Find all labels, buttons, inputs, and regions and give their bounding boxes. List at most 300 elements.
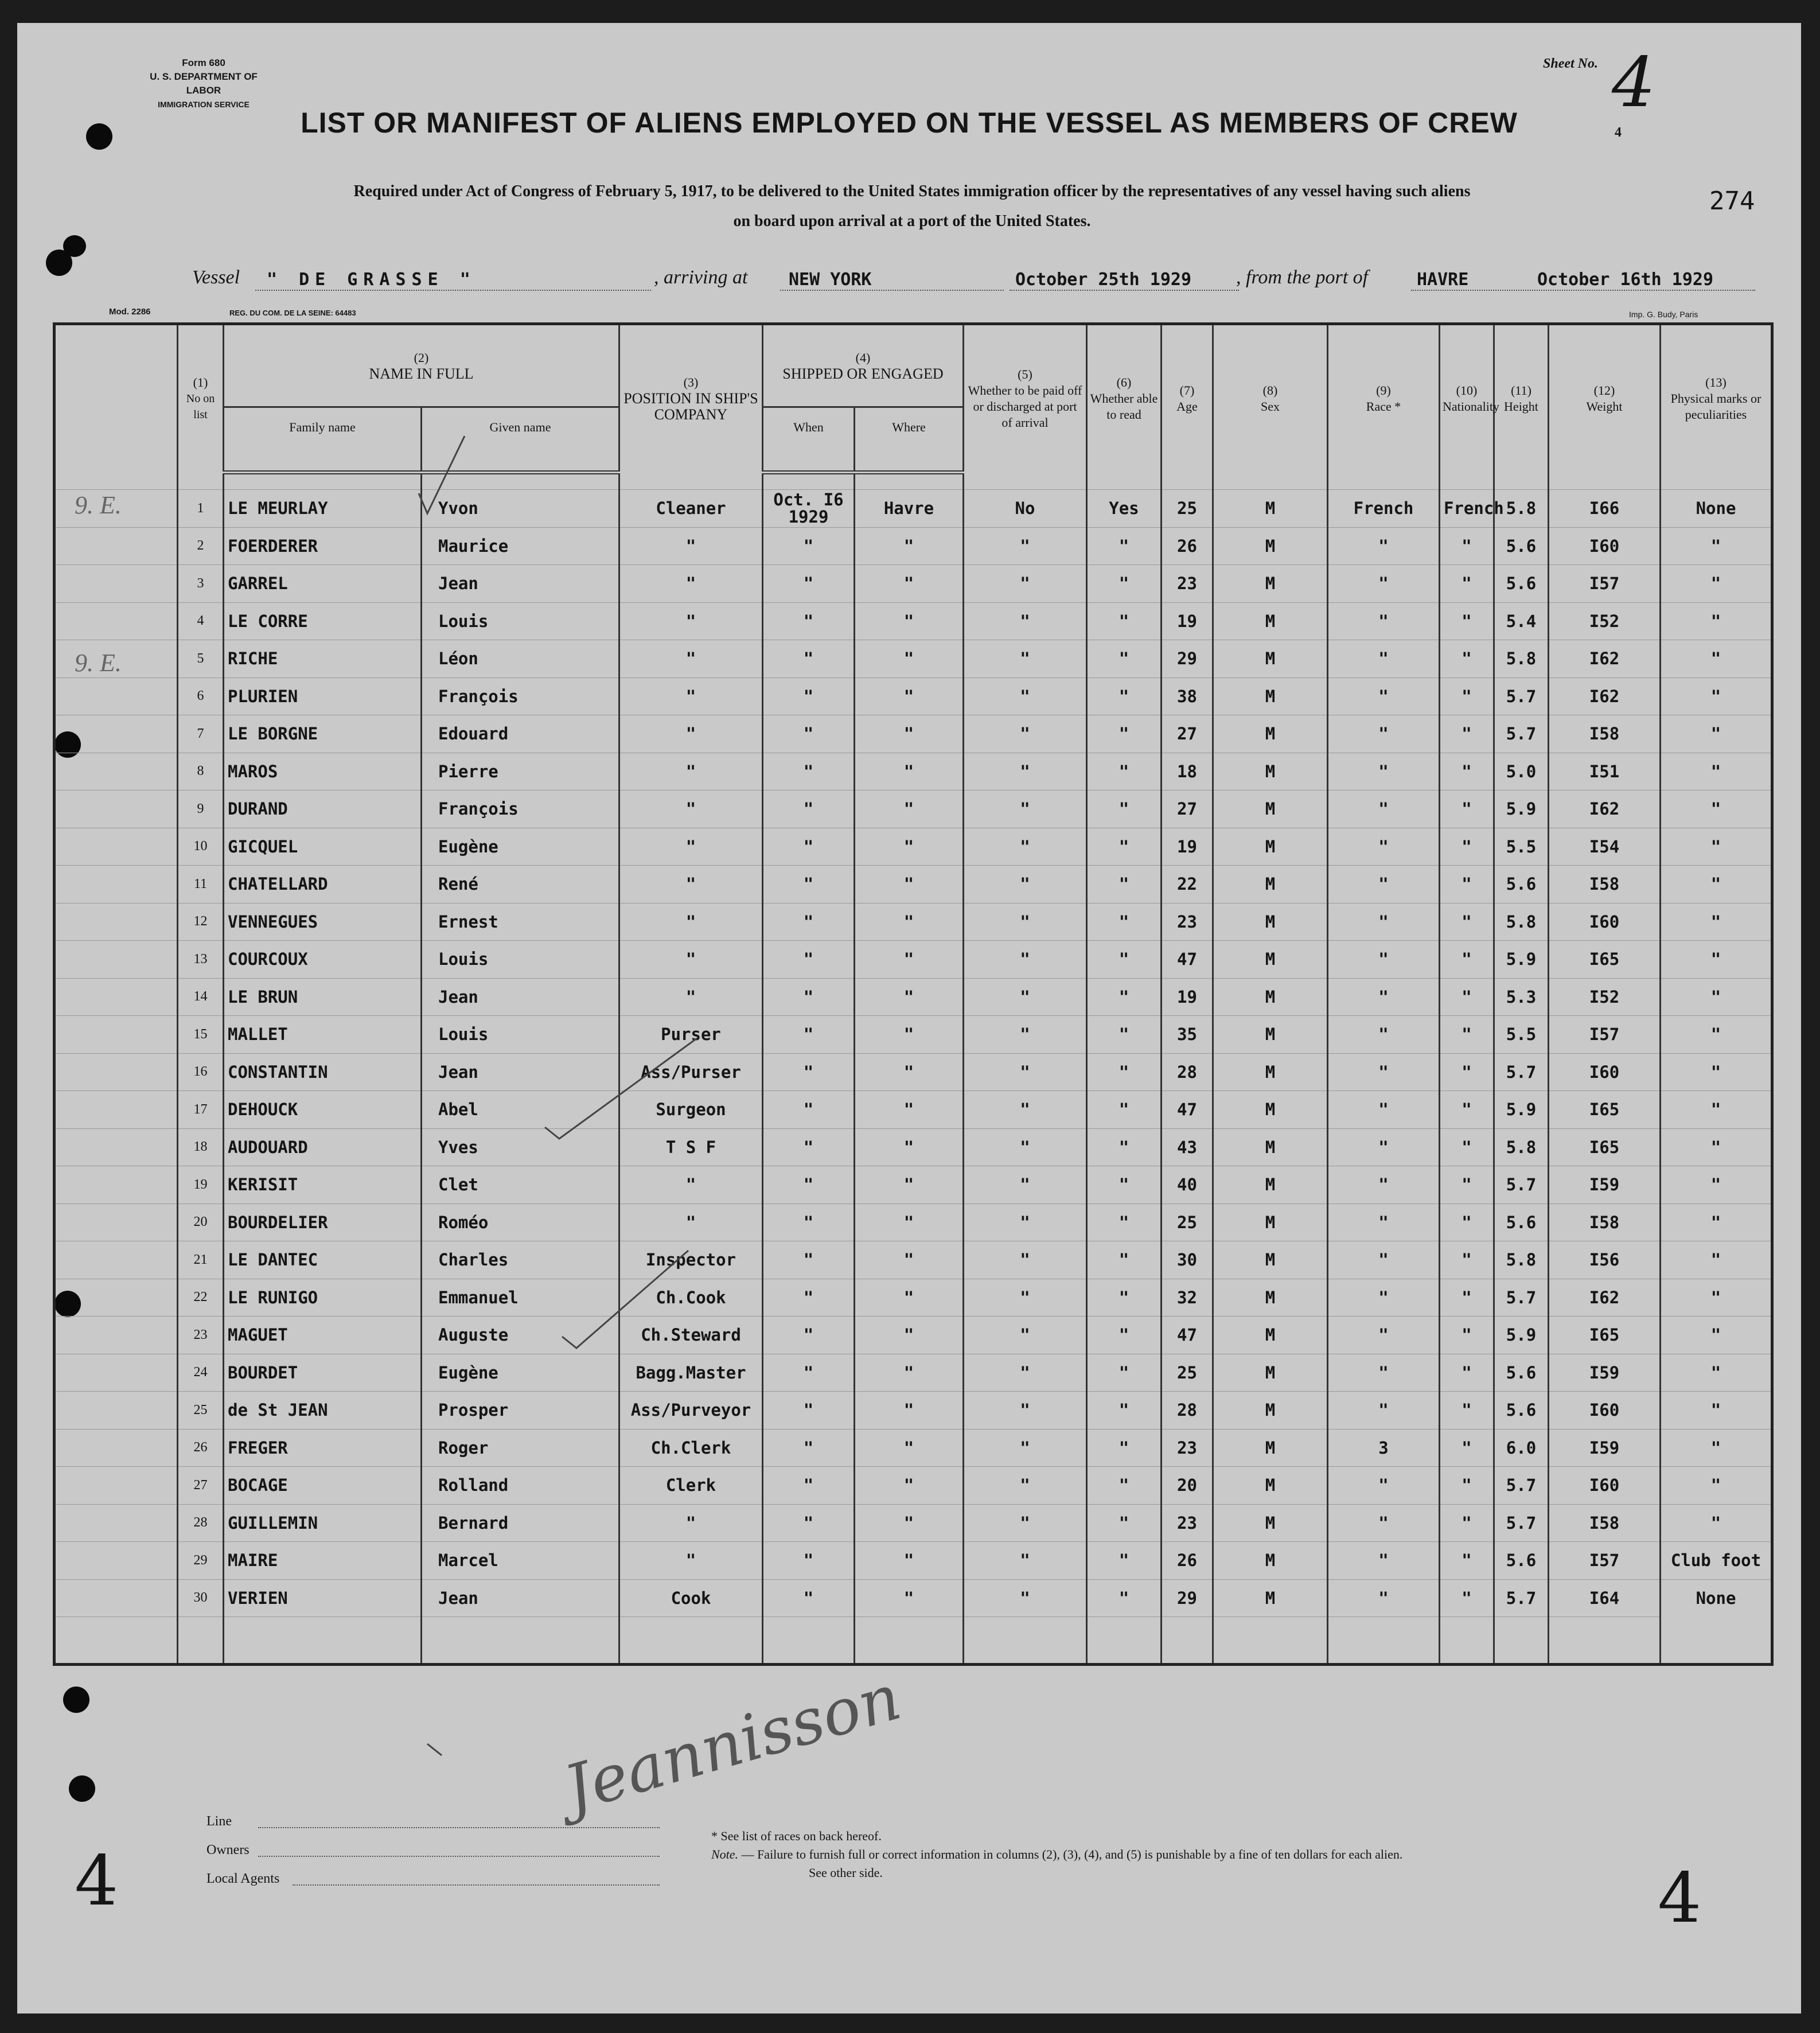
crew-height-cell: 5.6 <box>1494 1204 1549 1241</box>
crew-given-cell: Jean <box>422 1053 619 1091</box>
crew-race-cell: " <box>1328 1091 1440 1129</box>
crew-marks-cell: " <box>1661 1166 1772 1204</box>
crew-weight-cell: I59 <box>1549 1166 1661 1204</box>
col-read-header: (6) Whether able to read <box>1087 324 1162 473</box>
crew-where-cell: " <box>855 1053 964 1091</box>
margin-note: 9. E. <box>75 649 122 677</box>
crew-nat-cell: " <box>1440 753 1494 790</box>
owners-fill <box>258 1856 660 1857</box>
crew-when-cell: " <box>763 1204 855 1241</box>
crew-when-cell: " <box>763 640 855 678</box>
crew-where-cell: " <box>855 1204 964 1241</box>
col-family-name-header: Family name <box>224 407 422 447</box>
crew-family-cell: CHATELLARD <box>224 866 422 903</box>
crew-weight-cell: I54 <box>1549 828 1661 866</box>
crew-position-cell: Bagg.Master <box>619 1354 763 1392</box>
crew-family-cell: GICQUEL <box>224 828 422 866</box>
crew-position-cell: " <box>619 715 763 753</box>
crew-paid-cell: " <box>964 1279 1087 1317</box>
crew-read-cell: " <box>1087 1579 1162 1617</box>
crew-where-cell: " <box>855 828 964 866</box>
crew-position-cell: Ass/Purveyor <box>619 1392 763 1430</box>
crew-position-cell: " <box>619 941 763 979</box>
crew-paid-cell: " <box>964 903 1087 941</box>
crew-no-cell: 16 <box>178 1053 224 1091</box>
crew-where-cell: " <box>855 1091 964 1129</box>
crew-race-cell: " <box>1328 1354 1440 1392</box>
crew-given-cell: Bernard <box>422 1504 619 1542</box>
crew-race-cell: " <box>1328 1279 1440 1317</box>
crew-nat-cell: " <box>1440 828 1494 866</box>
crew-race-cell: " <box>1328 941 1440 979</box>
crew-no-cell: 29 <box>178 1542 224 1580</box>
crew-height-cell: 6.0 <box>1494 1429 1549 1467</box>
crew-marks-cell: " <box>1661 1317 1772 1354</box>
crew-age-cell: 28 <box>1162 1392 1213 1430</box>
crew-race-cell: " <box>1328 828 1440 866</box>
crew-race-cell: " <box>1328 1579 1440 1617</box>
crew-given-cell: Emmanuel <box>422 1279 619 1317</box>
crew-marks-cell: " <box>1661 1392 1772 1430</box>
crew-height-cell: 5.4 <box>1494 602 1549 640</box>
crew-age-cell: 47 <box>1162 941 1213 979</box>
crew-given-cell: François <box>422 790 619 828</box>
crew-sex-cell: M <box>1213 640 1328 678</box>
crew-nat-cell: " <box>1440 1429 1494 1467</box>
crew-race-cell: " <box>1328 640 1440 678</box>
crew-paid-cell: No <box>964 490 1087 528</box>
col-marks-header: (13) Physical marks or peculiarities <box>1661 324 1772 473</box>
crew-height-cell: 5.9 <box>1494 790 1549 828</box>
crew-paid-cell: " <box>964 1128 1087 1166</box>
crew-given-cell: Charles <box>422 1241 619 1279</box>
crew-where-cell: " <box>855 602 964 640</box>
crew-paid-cell: " <box>964 565 1087 603</box>
page-number: 274 <box>1709 186 1755 216</box>
crew-where-cell: " <box>855 1579 964 1617</box>
crew-no-cell: 26 <box>178 1429 224 1467</box>
crew-race-cell: " <box>1328 1053 1440 1091</box>
crew-height-cell: 5.6 <box>1494 1392 1549 1430</box>
crew-height-cell: 5.7 <box>1494 677 1549 715</box>
crew-marks-cell: " <box>1661 1091 1772 1129</box>
departure-date: October 16th 1929 <box>1537 270 1714 290</box>
crew-position-cell: " <box>619 1542 763 1580</box>
crew-nat-cell: " <box>1440 1354 1494 1392</box>
crew-when-cell: " <box>763 1016 855 1054</box>
col-name-header: (2) NAME IN FULL <box>224 324 619 407</box>
crew-family-cell: GUILLEMIN <box>224 1504 422 1542</box>
crew-paid-cell: " <box>964 1241 1087 1279</box>
crew-when-cell: " <box>763 1392 855 1430</box>
crew-family-cell: BOCAGE <box>224 1467 422 1505</box>
crew-age-cell: 40 <box>1162 1166 1213 1204</box>
crew-height-cell: 5.9 <box>1494 1091 1549 1129</box>
crew-paid-cell: " <box>964 715 1087 753</box>
crew-when-cell: " <box>763 941 855 979</box>
crew-marks-cell: " <box>1661 866 1772 903</box>
crew-no-cell: 23 <box>178 1317 224 1354</box>
crew-no-cell: 18 <box>178 1128 224 1166</box>
crew-race-cell: " <box>1328 1504 1440 1542</box>
crew-given-cell: Louis <box>422 602 619 640</box>
crew-where-cell: " <box>855 1392 964 1430</box>
crew-marks-cell: " <box>1661 640 1772 678</box>
service: IMMIGRATION SERVICE <box>158 100 250 109</box>
crew-nat-cell: " <box>1440 1467 1494 1505</box>
crew-sex-cell: M <box>1213 1542 1328 1580</box>
crew-race-cell: French <box>1328 490 1440 528</box>
crew-paid-cell: " <box>964 866 1087 903</box>
sheet-number-label: Sheet No. <box>1543 56 1598 71</box>
crew-height-cell: 5.7 <box>1494 715 1549 753</box>
crew-race-cell: " <box>1328 1467 1440 1505</box>
crew-read-cell: " <box>1087 790 1162 828</box>
margin-note: 9. E. <box>75 491 122 519</box>
crew-age-cell: 25 <box>1162 1204 1213 1241</box>
crew-nat-cell: " <box>1440 1241 1494 1279</box>
note-label: Note. <box>711 1847 739 1861</box>
crew-when-cell: " <box>763 828 855 866</box>
crew-weight-cell: I62 <box>1549 790 1661 828</box>
arrival-date: October 25th 1929 <box>1015 270 1192 290</box>
crew-age-cell: 22 <box>1162 866 1213 903</box>
crew-nat-cell: " <box>1440 640 1494 678</box>
crew-sex-cell: M <box>1213 715 1328 753</box>
note-text: — Failure to furnish full or correct information in columns (2), (3), (4), and (5) is punishable by a fine of ten dollars for each alien. <box>741 1847 1403 1861</box>
crew-paid-cell: " <box>964 640 1087 678</box>
crew-position-cell: " <box>619 640 763 678</box>
crew-height-cell: 5.7 <box>1494 1053 1549 1091</box>
crew-paid-cell: " <box>964 1204 1087 1241</box>
crew-age-cell: 38 <box>1162 677 1213 715</box>
crew-height-cell: 5.3 <box>1494 978 1549 1016</box>
crew-read-cell: " <box>1087 978 1162 1016</box>
crew-no-cell: 8 <box>178 753 224 790</box>
crew-weight-cell: I58 <box>1549 866 1661 903</box>
crew-given-cell: Maurice <box>422 527 619 565</box>
crew-family-cell: LE CORRE <box>224 602 422 640</box>
owners-label: Owners <box>206 1843 250 1857</box>
crew-family-cell: MALLET <box>224 1016 422 1054</box>
crew-read-cell: " <box>1087 1279 1162 1317</box>
crew-paid-cell: " <box>964 1166 1087 1204</box>
crew-given-cell: Prosper <box>422 1392 619 1430</box>
crew-read-cell: " <box>1087 715 1162 753</box>
race-footnote: * See list of races on back hereof. <box>711 1829 882 1843</box>
crew-no-cell: 11 <box>178 866 224 903</box>
crew-age-cell: 29 <box>1162 640 1213 678</box>
crew-nat-cell: " <box>1440 602 1494 640</box>
crew-given-cell: Ernest <box>422 903 619 941</box>
crew-weight-cell: I57 <box>1549 1542 1661 1580</box>
crew-marks-cell: " <box>1661 565 1772 603</box>
col-position-header: (3) POSITION IN SHIP'S COMPANY <box>619 324 763 473</box>
arriving-label: , arriving at <box>654 267 748 288</box>
crew-position-cell: Ass/Purser <box>619 1053 763 1091</box>
crew-age-cell: 29 <box>1162 1579 1213 1617</box>
crew-nat-cell: " <box>1440 527 1494 565</box>
crew-height-cell: 5.7 <box>1494 1579 1549 1617</box>
crew-when-cell: " <box>763 1241 855 1279</box>
crew-paid-cell: " <box>964 1579 1087 1617</box>
crew-where-cell: " <box>855 1279 964 1317</box>
department: U. S. DEPARTMENT OF LABOR <box>150 71 258 96</box>
col-paid-header: (5) Whether to be paid off or discharged at port of arrival <box>964 324 1087 473</box>
crew-weight-cell: I59 <box>1549 1354 1661 1392</box>
col-where-header: Where <box>855 407 964 447</box>
crew-race-cell: " <box>1328 1542 1440 1580</box>
crew-given-cell: Roméo <box>422 1204 619 1241</box>
crew-age-cell: 25 <box>1162 490 1213 528</box>
crew-weight-cell: I66 <box>1549 490 1661 528</box>
crew-when-cell: " <box>763 1166 855 1204</box>
crew-height-cell: 5.8 <box>1494 903 1549 941</box>
crew-read-cell: " <box>1087 1204 1162 1241</box>
crew-position-cell: Cleaner <box>619 490 763 528</box>
crew-where-cell: " <box>855 715 964 753</box>
crew-height-cell: 5.6 <box>1494 866 1549 903</box>
crew-weight-cell: I65 <box>1549 1128 1661 1166</box>
crew-race-cell: " <box>1328 978 1440 1016</box>
crew-sex-cell: M <box>1213 565 1328 603</box>
crew-nat-cell: " <box>1440 715 1494 753</box>
crew-given-cell: Eugène <box>422 828 619 866</box>
crew-sex-cell: M <box>1213 1467 1328 1505</box>
crew-marks-cell: None <box>1661 1579 1772 1617</box>
crew-read-cell: " <box>1087 1504 1162 1542</box>
crew-read-cell: " <box>1087 1128 1162 1166</box>
crew-marks-cell: " <box>1661 1128 1772 1166</box>
crew-nat-cell: " <box>1440 1016 1494 1054</box>
crew-weight-cell: I60 <box>1549 1053 1661 1091</box>
crew-read-cell: " <box>1087 1429 1162 1467</box>
crew-no-cell: 25 <box>178 1392 224 1430</box>
crew-position-cell: " <box>619 1204 763 1241</box>
crew-family-cell: LE BRUN <box>224 978 422 1016</box>
crew-position-cell: " <box>619 866 763 903</box>
crew-where-cell: " <box>855 1542 964 1580</box>
crew-age-cell: 28 <box>1162 1053 1213 1091</box>
crew-paid-cell: " <box>964 790 1087 828</box>
crew-weight-cell: I65 <box>1549 1091 1661 1129</box>
crew-paid-cell: " <box>964 1016 1087 1054</box>
tick-marks <box>17 23 1801 2013</box>
crew-read-cell: " <box>1087 1016 1162 1054</box>
crew-position-cell: Surgeon <box>619 1091 763 1129</box>
crew-paid-cell: " <box>964 978 1087 1016</box>
crew-paid-cell: " <box>964 1053 1087 1091</box>
crew-given-cell: Jean <box>422 1579 619 1617</box>
crew-family-cell: VENNEGUES <box>224 903 422 941</box>
crew-race-cell: " <box>1328 1016 1440 1054</box>
crew-given-cell: Yves <box>422 1128 619 1166</box>
departure-port: HAVRE <box>1417 270 1469 290</box>
crew-sex-cell: M <box>1213 1579 1328 1617</box>
crew-paid-cell: " <box>964 602 1087 640</box>
crew-weight-cell: I56 <box>1549 1241 1661 1279</box>
crew-family-cell: COURCOUX <box>224 941 422 979</box>
crew-when-cell: " <box>763 1467 855 1505</box>
requirement-line-1: Required under Act of Congress of February 5, 1917, to be delivered to the United States immigration officer by the representatives of any vessel having such aliens <box>353 182 1471 200</box>
crew-marks-cell: " <box>1661 602 1772 640</box>
crew-paid-cell: " <box>964 753 1087 790</box>
crew-weight-cell: I60 <box>1549 1392 1661 1430</box>
agents-fill <box>293 1884 660 1886</box>
crew-age-cell: 30 <box>1162 1241 1213 1279</box>
col-weight-header: (12) Weight <box>1549 324 1661 473</box>
crew-given-cell: Jean <box>422 565 619 603</box>
mod-number: Mod. 2286 <box>109 307 151 317</box>
crew-weight-cell: I58 <box>1549 1204 1661 1241</box>
crew-marks-cell: " <box>1661 1429 1772 1467</box>
crew-sex-cell: M <box>1213 941 1328 979</box>
crew-family-cell: LE BORGNE <box>224 715 422 753</box>
crew-weight-cell: I51 <box>1549 753 1661 790</box>
crew-sex-cell: M <box>1213 1429 1328 1467</box>
signature: Jeannisson <box>556 1660 909 1826</box>
crew-where-cell: " <box>855 1016 964 1054</box>
crew-nat-cell: " <box>1440 1053 1494 1091</box>
crew-race-cell: " <box>1328 565 1440 603</box>
crew-given-cell: Marcel <box>422 1542 619 1580</box>
crew-nat-cell: " <box>1440 866 1494 903</box>
crew-weight-cell: I64 <box>1549 1579 1661 1617</box>
crew-height-cell: 5.8 <box>1494 640 1549 678</box>
col-when-header: When <box>763 407 855 447</box>
from-port-label: , from the port of <box>1236 267 1369 288</box>
printer: Imp. G. Budy, Paris <box>1629 310 1698 319</box>
crew-given-cell: Rolland <box>422 1467 619 1505</box>
crew-race-cell: " <box>1328 1166 1440 1204</box>
crew-position-cell: Cook <box>619 1579 763 1617</box>
crew-given-cell: Eugène <box>422 1354 619 1392</box>
crew-race-cell: " <box>1328 1392 1440 1430</box>
crew-sex-cell: M <box>1213 677 1328 715</box>
crew-paid-cell: " <box>964 1429 1087 1467</box>
crew-weight-cell: I60 <box>1549 903 1661 941</box>
crew-where-cell: " <box>855 1429 964 1467</box>
crew-read-cell: " <box>1087 903 1162 941</box>
crew-no-cell: 3 <box>178 565 224 603</box>
crew-no-cell: 4 <box>178 602 224 640</box>
crew-no-cell: 9 <box>178 790 224 828</box>
crew-where-cell: Havre <box>855 490 964 528</box>
crew-read-cell: Yes <box>1087 490 1162 528</box>
crew-height-cell: 5.7 <box>1494 1504 1549 1542</box>
crew-age-cell: 32 <box>1162 1279 1213 1317</box>
crew-race-cell: 3 <box>1328 1429 1440 1467</box>
crew-position-cell: Inspector <box>619 1241 763 1279</box>
crew-where-cell: " <box>855 640 964 678</box>
crew-sex-cell: M <box>1213 1504 1328 1542</box>
crew-when-cell: " <box>763 978 855 1016</box>
crew-age-cell: 26 <box>1162 527 1213 565</box>
crew-when-cell: " <box>763 1279 855 1317</box>
crew-no-cell: 17 <box>178 1091 224 1129</box>
crew-race-cell: " <box>1328 866 1440 903</box>
crew-nat-cell: " <box>1440 1091 1494 1129</box>
crew-position-cell: " <box>619 602 763 640</box>
crew-where-cell: " <box>855 565 964 603</box>
crew-when-cell: " <box>763 1579 855 1617</box>
crew-weight-cell: I52 <box>1549 978 1661 1016</box>
crew-age-cell: 23 <box>1162 565 1213 603</box>
crew-when-cell: " <box>763 715 855 753</box>
crew-paid-cell: " <box>964 828 1087 866</box>
crew-where-cell: " <box>855 1354 964 1392</box>
crew-race-cell: " <box>1328 903 1440 941</box>
crew-read-cell: " <box>1087 677 1162 715</box>
crew-family-cell: MAIRE <box>224 1542 422 1580</box>
crew-no-cell: 14 <box>178 978 224 1016</box>
crew-where-cell: " <box>855 1317 964 1354</box>
crew-age-cell: 26 <box>1162 1542 1213 1580</box>
crew-weight-cell: I57 <box>1549 565 1661 603</box>
crew-when-cell: " <box>763 1354 855 1392</box>
crew-age-cell: 19 <box>1162 828 1213 866</box>
crew-sex-cell: M <box>1213 602 1328 640</box>
crew-marks-cell: " <box>1661 1504 1772 1542</box>
crew-age-cell: 27 <box>1162 715 1213 753</box>
crew-height-cell: 5.6 <box>1494 1542 1549 1580</box>
crew-read-cell: " <box>1087 640 1162 678</box>
crew-no-cell: 24 <box>178 1354 224 1392</box>
crew-when-cell: " <box>763 1128 855 1166</box>
crew-height-cell: 5.7 <box>1494 1279 1549 1317</box>
crew-race-cell: " <box>1328 602 1440 640</box>
crew-position-cell: Ch.Steward <box>619 1317 763 1354</box>
crew-age-cell: 35 <box>1162 1016 1213 1054</box>
crew-read-cell: " <box>1087 1392 1162 1430</box>
crew-race-cell: " <box>1328 790 1440 828</box>
crew-sex-cell: M <box>1213 1354 1328 1392</box>
crew-where-cell: " <box>855 753 964 790</box>
col-sex-header: (8) Sex <box>1213 324 1328 473</box>
crew-given-cell: Léon <box>422 640 619 678</box>
crew-sex-cell: M <box>1213 1091 1328 1129</box>
manifest-sheet <box>17 23 1801 2013</box>
crew-family-cell: de St JEAN <box>224 1392 422 1430</box>
crew-where-cell: " <box>855 1166 964 1204</box>
crew-weight-cell: I62 <box>1549 640 1661 678</box>
see-other-side: See other side. <box>809 1865 883 1880</box>
crew-age-cell: 20 <box>1162 1467 1213 1505</box>
crew-when-cell: " <box>763 527 855 565</box>
crew-paid-cell: " <box>964 527 1087 565</box>
crew-family-cell: KERISIT <box>224 1166 422 1204</box>
crew-weight-cell: I62 <box>1549 1279 1661 1317</box>
crew-family-cell: FOERDERER <box>224 527 422 565</box>
col-height-header: (11) Height <box>1494 324 1549 473</box>
crew-where-cell: " <box>855 978 964 1016</box>
crew-read-cell: " <box>1087 565 1162 603</box>
crew-weight-cell: I58 <box>1549 715 1661 753</box>
crew-race-cell: " <box>1328 527 1440 565</box>
col-nationality-header: (10) Nationality <box>1440 324 1494 473</box>
crew-height-cell: 5.5 <box>1494 828 1549 866</box>
corner-number-right: 4 <box>1658 1859 1702 1938</box>
crew-height-cell: 5.7 <box>1494 1467 1549 1505</box>
crew-sex-cell: M <box>1213 828 1328 866</box>
crew-no-cell: 7 <box>178 715 224 753</box>
crew-sex-cell: M <box>1213 1241 1328 1279</box>
crew-read-cell: " <box>1087 866 1162 903</box>
crew-height-cell: 5.5 <box>1494 1016 1549 1054</box>
crew-age-cell: 23 <box>1162 903 1213 941</box>
crew-nat-cell: " <box>1440 1128 1494 1166</box>
crew-sex-cell: M <box>1213 1166 1328 1204</box>
